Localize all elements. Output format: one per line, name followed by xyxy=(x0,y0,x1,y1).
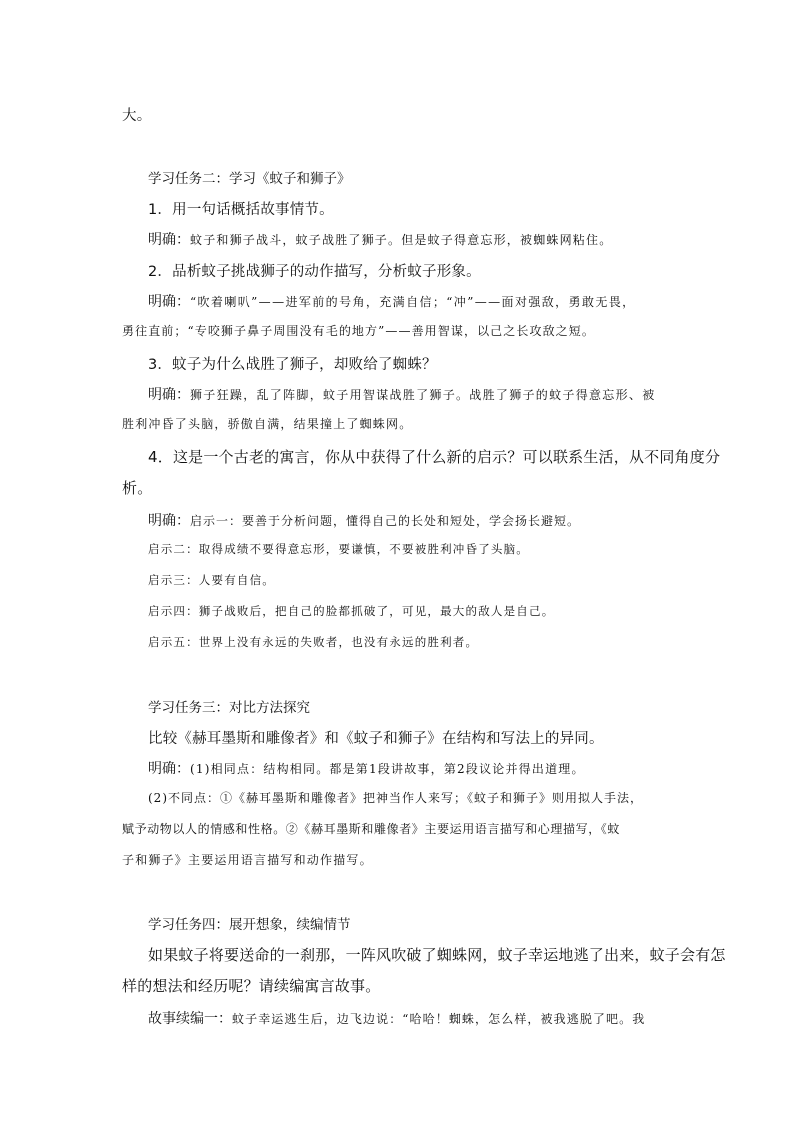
task4-heading: 学习任务四：展开想象，续编情节 xyxy=(148,917,351,933)
answer-text: “吹着喇叭”——进军前的号角，充满自信；“冲”——面对强敌，勇敢无畏， xyxy=(190,295,636,309)
task2-answer-4-line1 xyxy=(148,510,580,530)
story-label: 故事续编一： xyxy=(148,1011,232,1027)
task2-answer-2-line1 xyxy=(148,291,636,311)
intro-tail: 大。 xyxy=(122,108,152,124)
answer-text: 狮子狂躁，乱了阵脚，蚊子用智谋战胜了狮子。战胜了狮子的蚊子得意忘形、被 xyxy=(190,388,656,402)
task2-question-4-line2: 析。 xyxy=(122,479,153,497)
answer-text: (1)相同点：结构相同。都是第1段讲故事，第2段议论并得出道理。 xyxy=(190,762,585,776)
task2-question-4-line1: 4．这是一个古老的寓言，你从中获得了什么新的启示？可以联系生活，从不同角度分 xyxy=(148,448,721,466)
task2-answer-1 xyxy=(148,229,612,249)
task4-question-line1: 如果蚊子将要送命的一刹那，一阵风吹破了蜘蛛网，蚊子幸运地逃了出来，蚊子会有怎 xyxy=(148,946,726,964)
task2-question-3: 3．蚊子为什么战胜了狮子，却败给了蜘蛛？ xyxy=(148,357,437,373)
task2-answer-3-line1 xyxy=(148,384,656,404)
task2-heading: 学习任务二：学习《蚊子和狮子》 xyxy=(148,171,351,187)
task4-question-line2: 样的想法和经历呢？请续编寓言故事。 xyxy=(122,977,381,995)
answer-text: 蚊子和狮子战斗，蚊子战胜了狮子。但是蚊子得意忘形，被蜘蛛网粘住。 xyxy=(190,233,613,247)
answer-label: 明确： xyxy=(148,232,190,248)
task3-answer-line4: 子和狮子》主要运用语言描写和动作描写。 xyxy=(122,853,373,867)
answer-label: 明确： xyxy=(148,513,190,529)
task2-answer-2-line2: 勇往直前；“专咬狮子鼻子周围没有毛的地方”——善用智谋，以己之长攻敌之短。 xyxy=(122,324,595,338)
story-text: 蚊子幸运逃生后，边飞边说：“哈哈！蜘蛛，怎么样，被我逃脱了吧。我 xyxy=(232,1012,646,1026)
task2-question-1: 1．用一句话概括故事情节。 xyxy=(148,202,334,218)
task3-question: 比较《赫耳墨斯和雕像者》和《蚊子和狮子》在结构和写法上的异同。 xyxy=(148,731,604,747)
answer-label: 明确： xyxy=(148,294,190,310)
task3-heading: 学习任务三：对比方法探究 xyxy=(148,700,310,716)
answer-label: 明确： xyxy=(148,761,190,777)
task2-answer-4-line3: 启示三：人要有自信。 xyxy=(148,573,275,587)
task3-answer-line3: 赋予动物以人的情感和性格。②《赫耳墨斯和雕像者》主要运用语言描写和心理描写，《蚊 xyxy=(122,822,621,836)
task3-answer-line2: (2)不同点：①《赫耳墨斯和雕像者》把神当作人来写；《蚊子和狮子》则用拟人手法， xyxy=(148,791,644,805)
task2-answer-4-line2: 启示二：取得成绩不要得意忘形，要谦慎，不要被胜利冲昏了头脑。 xyxy=(148,542,529,556)
answer-text: 启示一：要善于分析问题，懂得自己的长处和短处，学会扬长避短。 xyxy=(190,514,581,528)
task3-answer-line1 xyxy=(148,758,585,778)
task2-answer-4-line4: 启示四：狮子战败后，把自己的脸都抓破了，可见，最大的敌人是自己。 xyxy=(148,604,555,618)
task2-question-2: 2．品析蚊子挑战狮子的动作描写，分析蚊子形象。 xyxy=(148,264,481,280)
answer-label: 明确： xyxy=(148,387,190,403)
task4-story-line1 xyxy=(148,1008,645,1028)
task2-answer-4-line5: 启示五：世界上没有永远的失败者，也没有永远的胜利者。 xyxy=(148,635,479,649)
task2-answer-3-line2: 胜利冲昏了头脑，骄傲自满，结果撞上了蜘蛛网。 xyxy=(122,417,413,431)
